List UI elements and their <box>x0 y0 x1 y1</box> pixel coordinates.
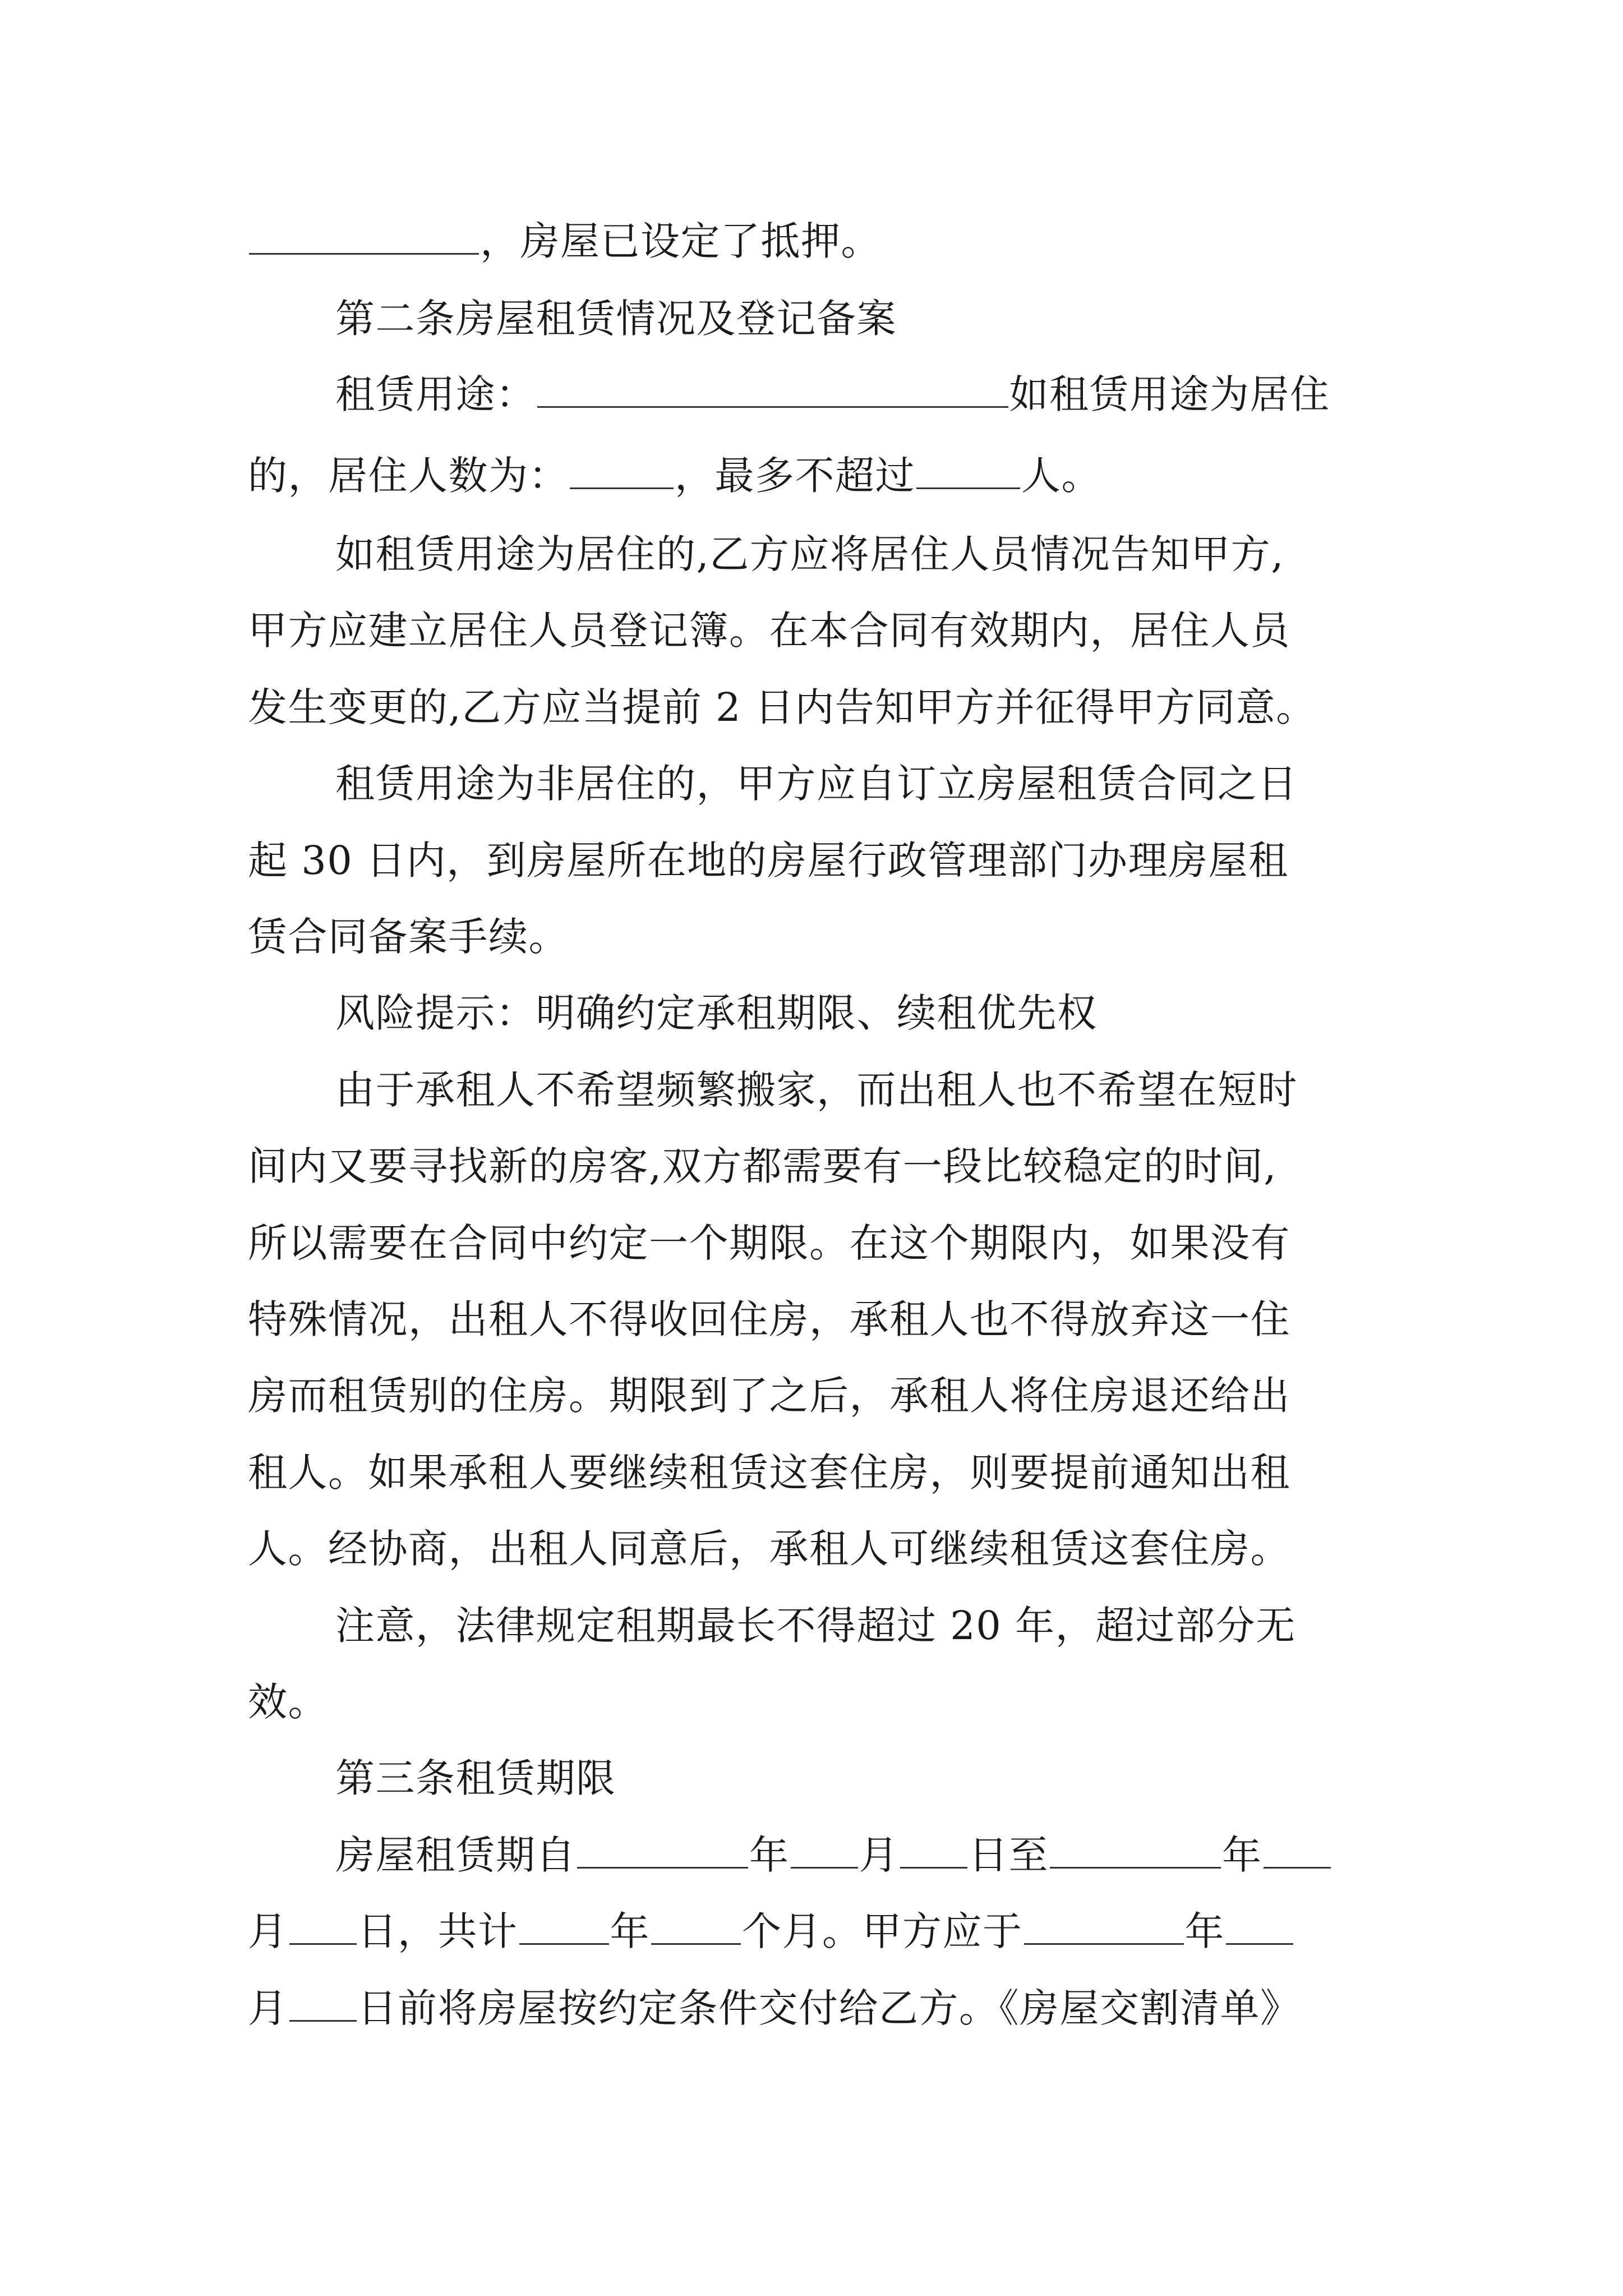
start-month-blank[interactable] <box>791 1833 858 1869</box>
text-line-lease-duration <box>248 1898 1294 1965</box>
line-text: ，最多不超过 <box>675 453 915 499</box>
line-text: 日，共计 <box>357 1908 518 1954</box>
line-text: 年 <box>610 1908 650 1954</box>
text-line <box>335 521 1284 588</box>
text-line <box>248 827 1289 894</box>
article-heading-3 <box>335 1745 616 1812</box>
text-line <box>335 1056 1298 1124</box>
line-text: 特殊情况，出租人不得收回住房，承租人也不得放弃这一住 <box>248 1296 1290 1342</box>
end-day-blank[interactable] <box>289 1910 357 1945</box>
line-text: 由于承租人不希望频繁搬家，而出租人也不希望在短时 <box>335 1067 1298 1113</box>
line-text: 年 <box>1184 1908 1225 1954</box>
text-line <box>335 1592 1296 1659</box>
heading-text: 第二条房屋租赁情况及登记备案 <box>335 296 897 342</box>
text-line <box>335 750 1298 817</box>
line-text: 月 <box>248 1985 288 2031</box>
resident-count-blank[interactable] <box>570 454 674 489</box>
text-line <box>248 1286 1290 1353</box>
delivery-year-blank[interactable] <box>1024 1910 1184 1945</box>
line-text: 如租赁用途为居住 <box>1009 371 1330 417</box>
article-heading-2 <box>335 285 897 352</box>
line-text: 日前将房屋按约定条件交付给乙方。《房屋交割清单》 <box>357 1985 1301 2031</box>
total-years-blank[interactable] <box>519 1910 609 1945</box>
start-year-blank[interactable] <box>577 1833 748 1869</box>
start-day-blank[interactable] <box>900 1833 967 1869</box>
text-line <box>248 1362 1290 1429</box>
line-text: 租赁用途为非居住的，甲方应自订立房屋租赁合同之日 <box>335 761 1298 807</box>
text-line-delivery <box>248 1975 1301 2042</box>
line-text: 年 <box>749 1832 790 1878</box>
line-text: 月 <box>248 1908 288 1954</box>
text-line-lease-purpose <box>335 361 1330 428</box>
text-line <box>248 903 569 970</box>
line-text: 甲方应建立居住人员登记簿。在本合同有效期内，居住人员 <box>248 608 1290 654</box>
heading-text: 风险提示：明确约定承租期限、续租优先权 <box>335 990 1098 1036</box>
fill-in-blank[interactable] <box>249 219 479 255</box>
line-text: 日至 <box>969 1832 1049 1878</box>
lease-purpose-blank[interactable] <box>537 372 1008 408</box>
text-line <box>248 1133 1277 1200</box>
line-text: 发生变更的,乙方应当提前 2 日内告知甲方并征得甲方同意。 <box>248 684 1316 730</box>
line-text: 个月。甲方应于 <box>742 1908 1023 1954</box>
line-text: 房而租赁别的住房。期限到了之后，承租人将住房退还给出 <box>248 1373 1290 1419</box>
delivery-month-blank[interactable] <box>1226 1910 1293 1945</box>
end-month-blank[interactable] <box>1264 1833 1331 1869</box>
max-residents-blank[interactable] <box>916 454 1020 489</box>
total-months-blank[interactable] <box>651 1910 741 1945</box>
text-line <box>248 1439 1290 1506</box>
text-line <box>248 597 1290 664</box>
text-line-mortgage <box>248 208 881 275</box>
delivery-day-blank[interactable] <box>289 1986 357 2022</box>
line-text: 注意，法律规定租期最长不得超过 20 年，超过部分无 <box>335 1603 1296 1649</box>
line-text: 赁合同备案手续。 <box>248 914 569 960</box>
text-line <box>248 1515 1290 1582</box>
line-text: 的，居住人数为： <box>248 453 569 499</box>
line-text: 人。经协商，出租人同意后，承租人可继续租赁这套住房。 <box>248 1526 1290 1572</box>
line-text: 租赁用途： <box>335 371 536 417</box>
text-line <box>248 1668 328 1736</box>
text-line-residents <box>248 442 1101 509</box>
line-text: 间内又要寻找新的房客,双方都需要有一段比较稳定的时间, <box>248 1143 1278 1189</box>
line-text: ，房屋已设定了抵押。 <box>480 218 881 264</box>
line-text: 房屋租赁期自 <box>335 1832 576 1878</box>
line-text: 人。 <box>1021 453 1101 499</box>
end-year-blank[interactable] <box>1050 1833 1221 1869</box>
line-text: 如租赁用途为居住的,乙方应将居住人员情况告知甲方, <box>335 531 1285 577</box>
line-text: 租人。如果承租人要继续租赁这套住房，则要提前通知出租 <box>248 1450 1290 1496</box>
line-text: 年 <box>1222 1832 1262 1878</box>
text-line <box>248 674 1316 741</box>
text-line <box>248 1209 1290 1277</box>
line-text: 起 30 日内，到房屋所在地的房屋行政管理部门办理房屋租 <box>248 838 1289 884</box>
text-line-lease-term <box>335 1821 1332 1889</box>
line-text: 所以需要在合同中约定一个期限。在这个期限内，如果没有 <box>248 1220 1290 1266</box>
line-text: 月 <box>859 1832 899 1878</box>
heading-text: 第三条租赁期限 <box>335 1755 616 1801</box>
line-text: 效。 <box>248 1679 328 1725</box>
risk-tip-heading <box>335 979 1098 1047</box>
